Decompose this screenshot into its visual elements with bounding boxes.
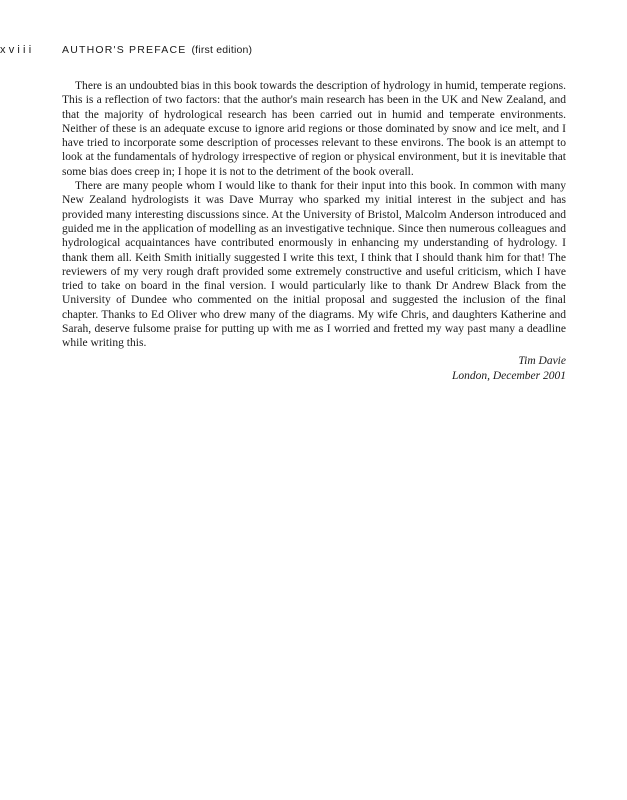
section-title: AUTHOR'S PREFACE [62, 44, 187, 56]
running-head [0, 44, 252, 60]
preface-body [62, 79, 566, 351]
paragraph-bias: There is an undoubted bias in this book towards the description of hydrology in humid, temperate regions. This is a reflection of two factors: that the author's main research has been in the UK and New Zealand, and that the majority of hydrological research has been carried out in humid and temperate environments. Neither of these is an adequate excuse to ignore arid regions or those dominated by snow and ice melt, and I have tried to incorporate some description of processes relevant to these environs. The book is an attempt to look at the fundamentals of hydrology irrespective of region or physical environment, but it is inevitable that some bias does creep in; I hope it is not to the detriment of the book overall. [62, 80, 566, 178]
section-note: (first edition) [191, 44, 253, 56]
place-date: London, December 2001 [451, 369, 566, 382]
signature-block [62, 354, 566, 383]
author-name: Tim Davie [518, 355, 566, 367]
page-number: xviii [0, 44, 35, 56]
paragraph-acknowledgements: There are many people whom I would like to thank for their input into this book. In common with many New Zealand hydrologists it was Dave Murray who sparked my initial interest in the subject and has provided many interesting discussions since. At the University of Bristol, Malcolm Anderson introduced and guided me in the application of modelling as an investigative technique. Since then numerous colleagues and hydrological acquaintances have contributed enormously in enhancing my understanding of hydrology. I thank them all. Keith Smith initially suggested I write this text, I think that I should thank him for that! The reviewers of my very rough draft provided some extremely constructive and useful criticism, which I have tried to take on board in the final version. I would particularly like to thank Dr Andrew Black from the University of Dundee who commented on the initial proposal and suggested the inclusion of the final chapter. Thanks to Ed Oliver who drew many of the diagrams. My wife Chris, and daughters Katherine and Sarah, deserve fulsome praise for putting up with me as I worried and fretted my way past many a deadline while writing this. [62, 180, 566, 350]
